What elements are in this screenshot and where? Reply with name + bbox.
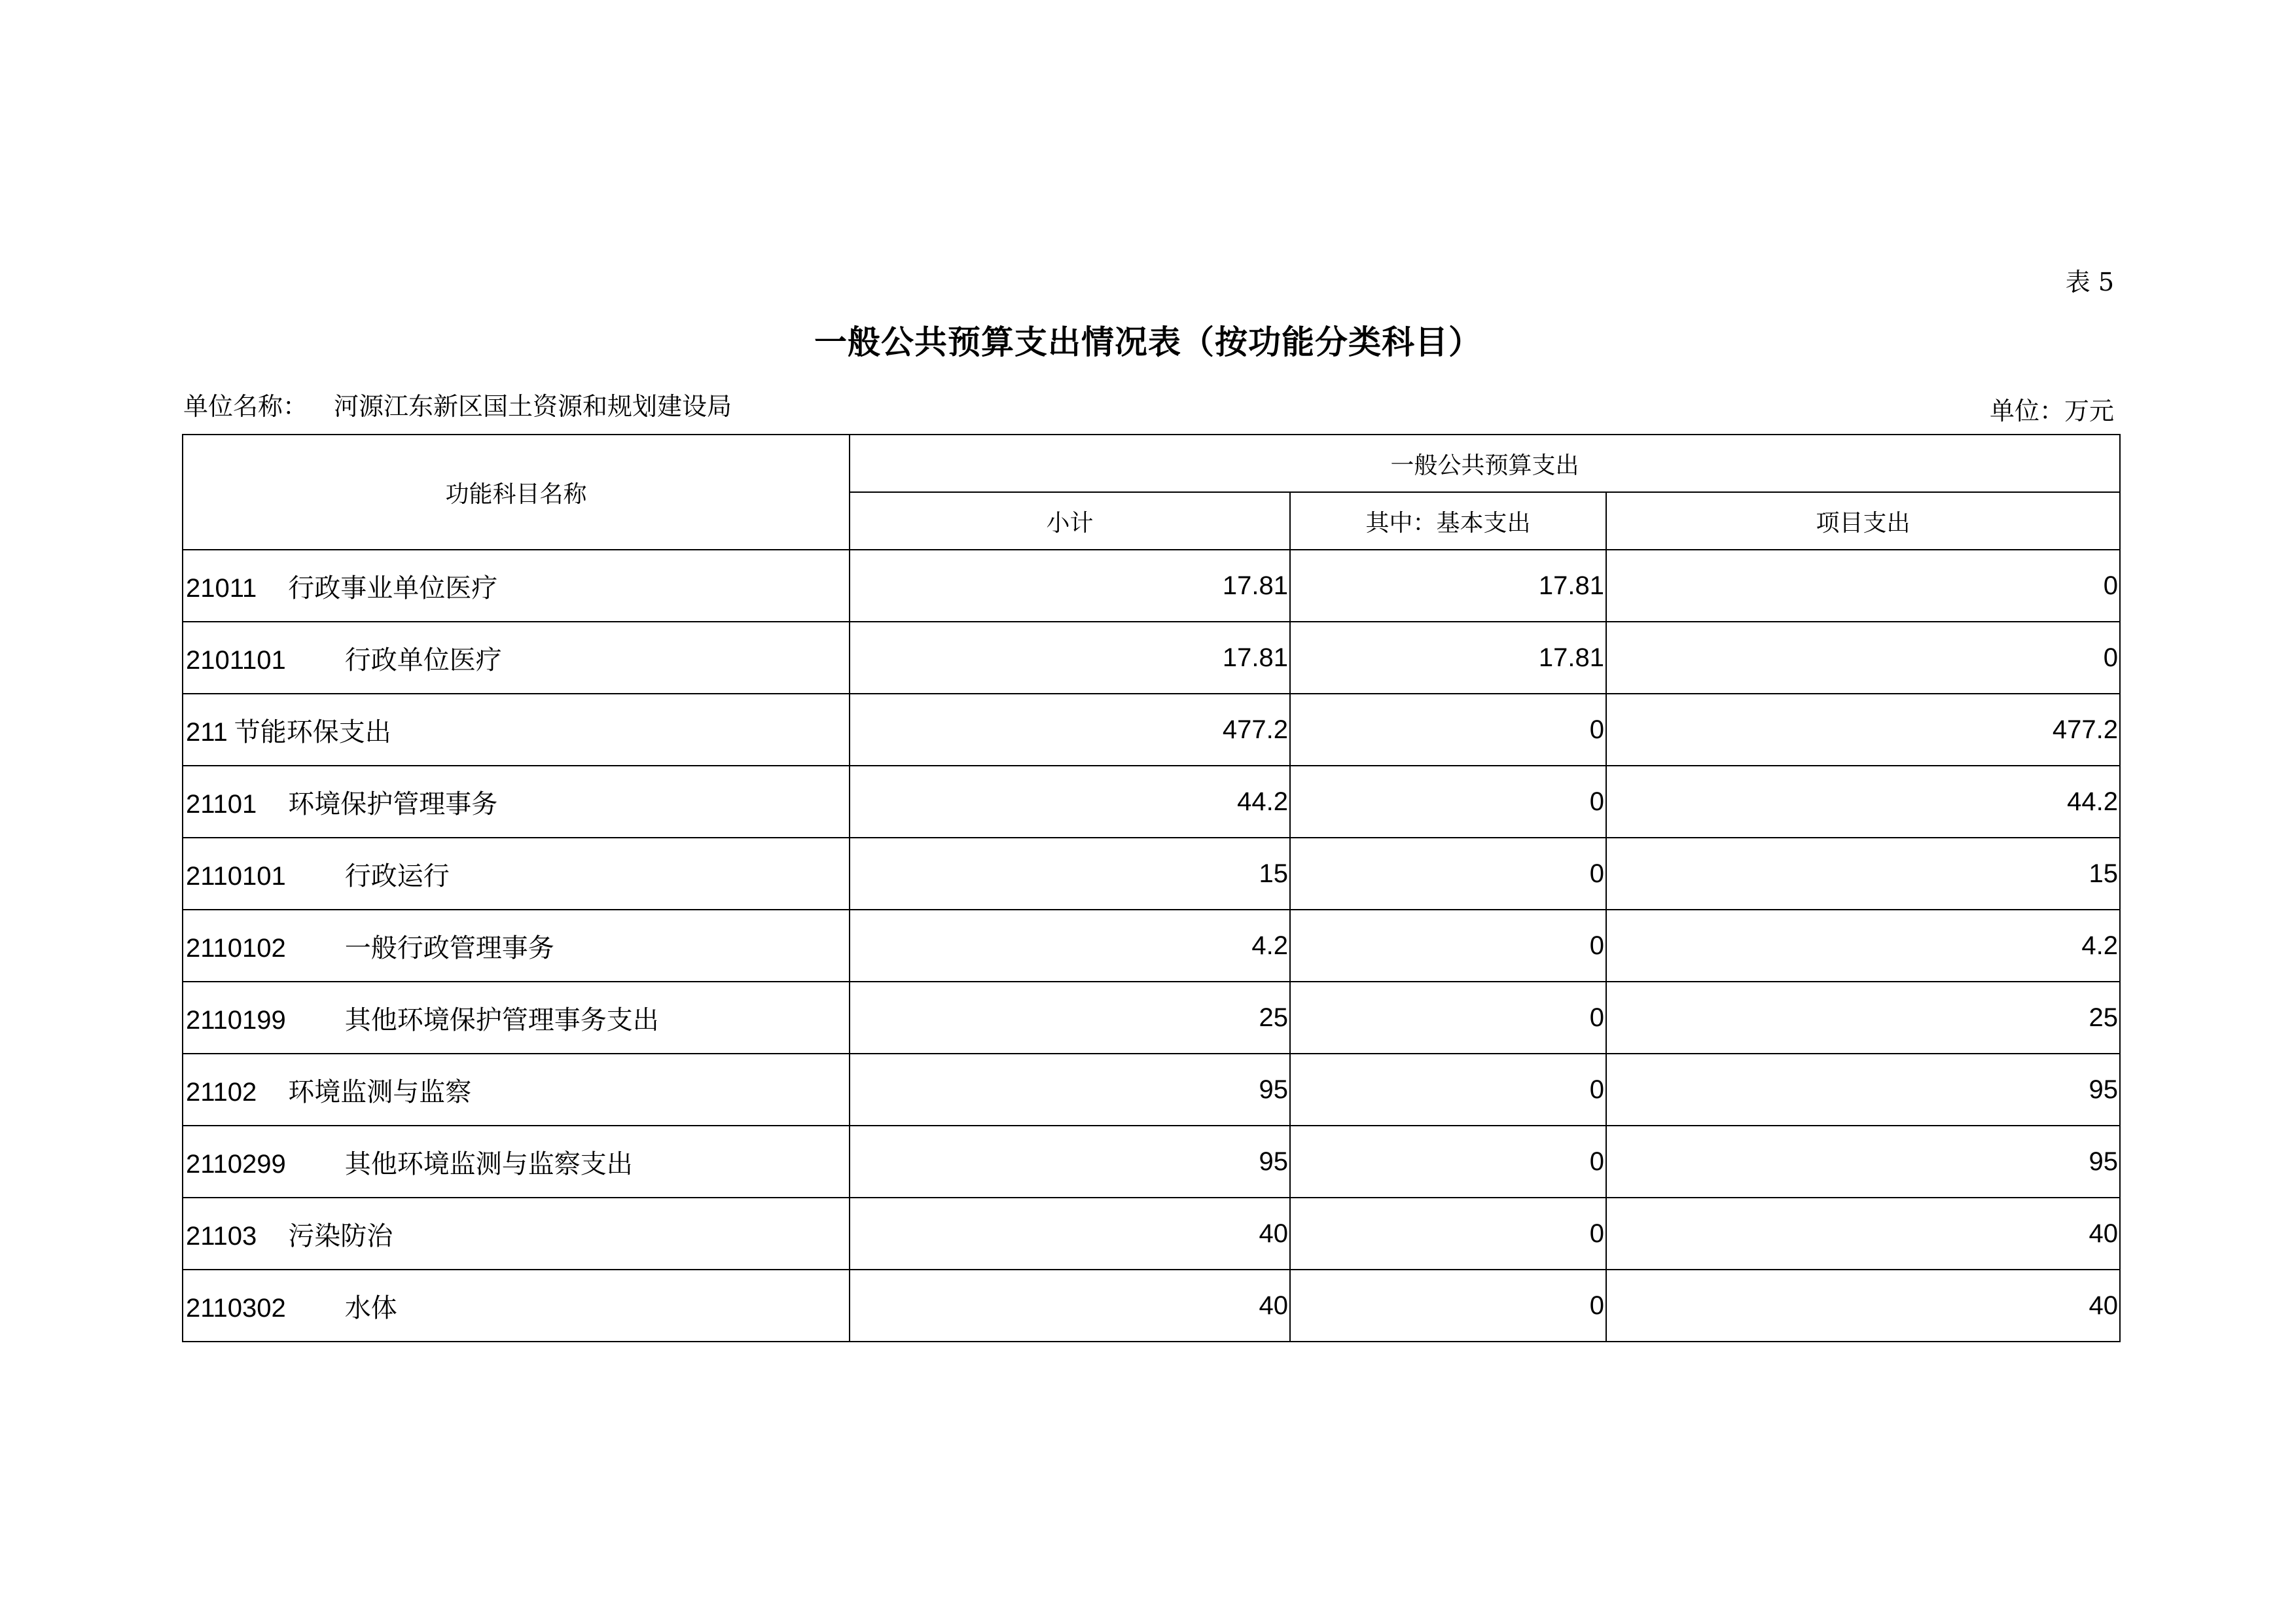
row-name-cell (183, 694, 850, 766)
table-row (183, 1270, 2120, 1342)
row-code: 211 (186, 717, 228, 747)
table-row (183, 910, 2120, 982)
row-basic-value: 0 (1290, 838, 1606, 910)
row-subtotal-value: 95 (850, 1054, 1290, 1126)
row-subtotal-value: 15 (850, 838, 1290, 910)
column-header-name: 功能科目名称 (183, 435, 850, 550)
table-body (183, 550, 2120, 1342)
table-row (183, 694, 2120, 766)
row-basic-value: 17.81 (1290, 622, 1606, 694)
unit-line (183, 386, 732, 422)
row-code: 2110102 (186, 933, 286, 963)
table-row (183, 1126, 2120, 1198)
row-project-value: 44.2 (1606, 766, 2120, 838)
row-project-value: 95 (1606, 1126, 2120, 1198)
row-name-cell (183, 982, 850, 1054)
budget-table (182, 434, 2121, 1342)
row-project-value: 4.2 (1606, 910, 2120, 982)
row-name: 污染防治 (288, 1221, 393, 1251)
column-header-basic: 其中：基本支出 (1290, 492, 1606, 550)
row-name-cell (183, 622, 850, 694)
row-name: 一般行政管理事务 (344, 933, 554, 963)
header-row-1 (183, 435, 2120, 492)
table-row (183, 838, 2120, 910)
row-subtotal-value: 477.2 (850, 694, 1290, 766)
row-code: 21103 (186, 1221, 257, 1251)
table-row (183, 982, 2120, 1054)
table-row (183, 550, 2120, 622)
table-row (183, 622, 2120, 694)
row-basic-value: 0 (1290, 694, 1606, 766)
row-basic-value: 0 (1290, 910, 1606, 982)
row-name: 其他环境监测与监察支出 (344, 1149, 633, 1179)
column-group-header: 一般公共预算支出 (850, 435, 2120, 492)
row-code: 21102 (186, 1077, 257, 1107)
row-project-value: 95 (1606, 1054, 2120, 1126)
row-basic-value: 0 (1290, 1270, 1606, 1342)
row-name: 环境保护管理事务 (288, 789, 498, 819)
row-name-cell (183, 1054, 850, 1126)
page-title: 一般公共预算支出情况表（按功能分类科目） (814, 323, 1482, 361)
row-name-cell (183, 766, 850, 838)
table-row (183, 766, 2120, 838)
row-subtotal-value: 44.2 (850, 766, 1290, 838)
row-subtotal-value: 40 (850, 1198, 1290, 1270)
row-name: 行政运行 (344, 861, 450, 891)
row-subtotal-value: 25 (850, 982, 1290, 1054)
table-row (183, 1198, 2120, 1270)
row-code: 2110302 (186, 1293, 286, 1323)
row-basic-value: 0 (1290, 982, 1606, 1054)
row-project-value: 25 (1606, 982, 2120, 1054)
row-name-cell (183, 1126, 850, 1198)
row-project-value: 0 (1606, 550, 2120, 622)
row-project-value: 40 (1606, 1270, 2120, 1342)
row-name: 节能环保支出 (234, 717, 391, 747)
row-code: 21101 (186, 789, 257, 819)
row-code: 2110199 (186, 1005, 286, 1035)
row-name: 水体 (344, 1293, 397, 1323)
row-project-value: 477.2 (1606, 694, 2120, 766)
row-name: 环境监测与监察 (288, 1077, 472, 1107)
row-subtotal-value: 17.81 (850, 550, 1290, 622)
row-basic-value: 17.81 (1290, 550, 1606, 622)
row-code: 21011 (186, 573, 257, 603)
row-basic-value: 0 (1290, 766, 1606, 838)
currency-unit: 单位：万元 (1989, 397, 2114, 425)
row-name-cell (183, 1198, 850, 1270)
row-name: 行政单位医疗 (344, 645, 502, 675)
row-name-cell (183, 550, 850, 622)
table-number: 表 5 (2065, 268, 2114, 296)
unit-name: 河源江东新区国土资源和规划建设局 (334, 392, 732, 421)
column-header-project: 项目支出 (1606, 492, 2120, 550)
row-code: 2110101 (186, 861, 286, 891)
table-row (183, 1054, 2120, 1126)
row-name: 行政事业单位医疗 (288, 573, 498, 603)
row-basic-value: 0 (1290, 1198, 1606, 1270)
column-header-subtotal: 小计 (850, 492, 1290, 550)
unit-label: 单位名称： (183, 392, 308, 421)
row-code: 2101101 (186, 645, 286, 675)
row-subtotal-value: 95 (850, 1126, 1290, 1198)
row-project-value: 40 (1606, 1198, 2120, 1270)
row-name: 其他环境保护管理事务支出 (344, 1005, 659, 1035)
row-name-cell (183, 838, 850, 910)
row-subtotal-value: 17.81 (850, 622, 1290, 694)
row-basic-value: 0 (1290, 1126, 1606, 1198)
row-subtotal-value: 40 (850, 1270, 1290, 1342)
table-header (183, 435, 2120, 550)
row-project-value: 15 (1606, 838, 2120, 910)
row-code: 2110299 (186, 1149, 286, 1179)
row-subtotal-value: 4.2 (850, 910, 1290, 982)
row-name-cell (183, 910, 850, 982)
row-name-cell (183, 1270, 850, 1342)
row-basic-value: 0 (1290, 1054, 1606, 1126)
row-project-value: 0 (1606, 622, 2120, 694)
